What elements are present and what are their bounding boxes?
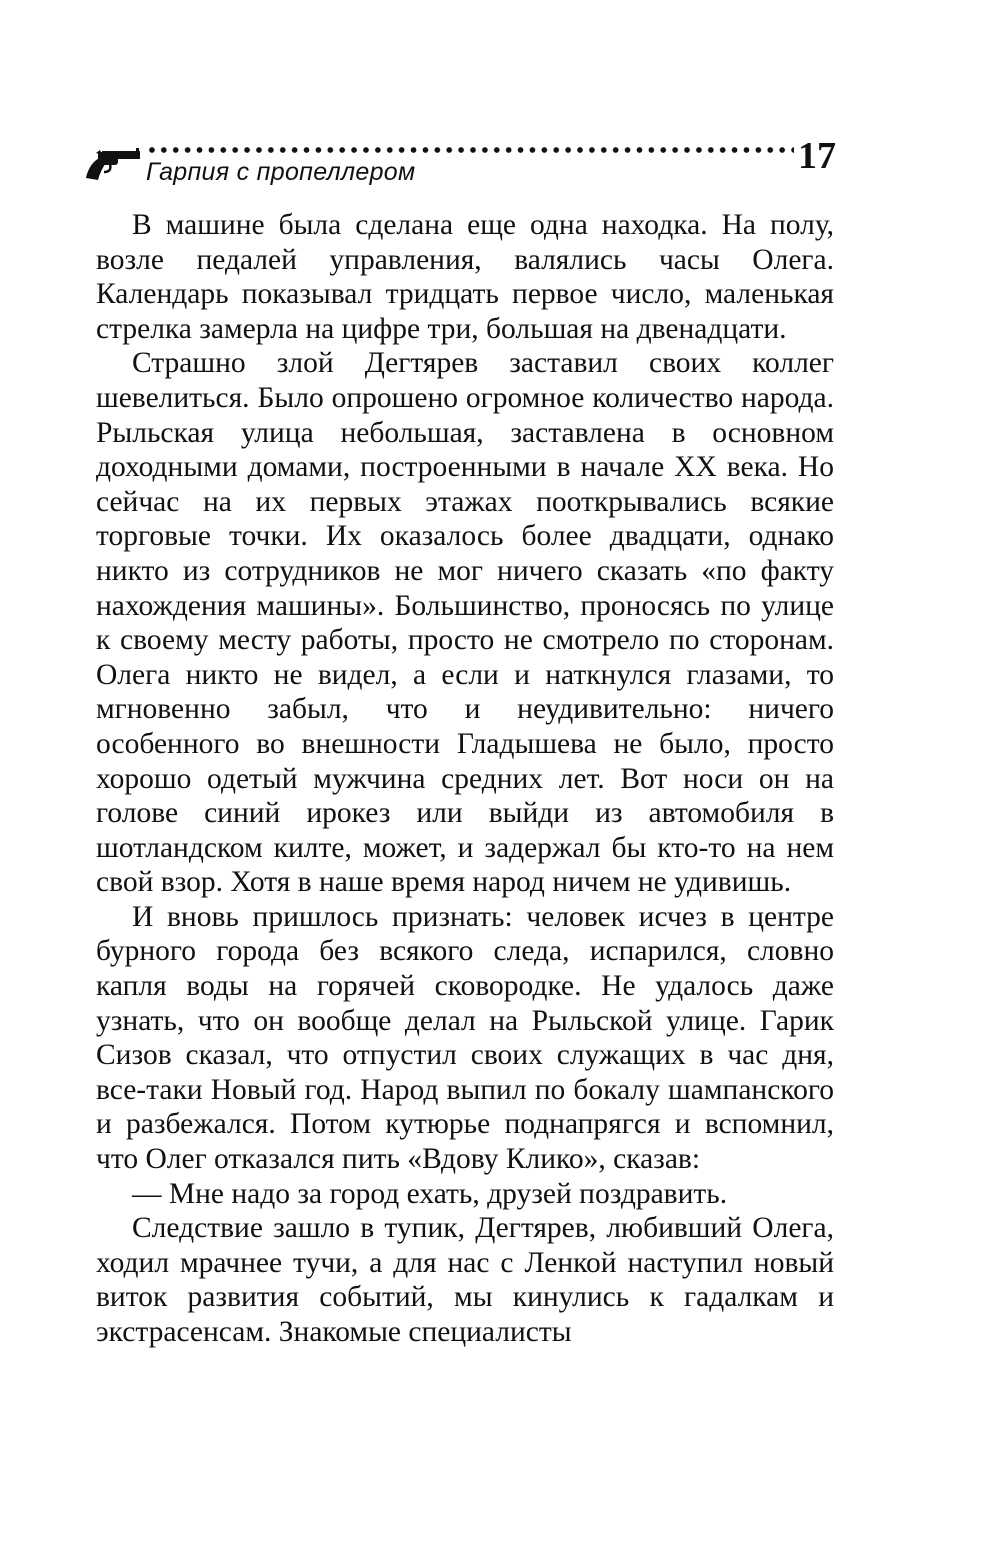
paragraph: Страшно злой Дегтярев заставил своих коллег шевелиться. Было опрошено огромное количество народа. Рыльская улица небольшая, заставлена в основном доходными домами, построенными в начале XX века. Но сейчас на их первых этажах пооткрывались всякие торговые точки. Их оказалось более двадцати, однако никто из сотрудников не мог ничего сказать «по факту нахождения машины». Большинство, проносясь по улице к своему месту работы, просто не смотрело по сторонам. Олега никто не видел, а если и наткнулся глазами, то мгновенно забыл, что и неудивительно: ничего особенного во внешности Гладышева не было, просто хорошо одетый мужчина средних лет. Вот носи он на голове синий ирокез или выйди из автомобиля в шотландском килте, может, и задержал бы кто-то на нем свой взор. Хотя в наше время народ ничем не удивишь. — [96, 347, 834, 899]
paragraph: И вновь пришлось признать: человек исчез в центре бурного города без всякого следа, испарился, словно капля воды на горячей сковородке. Не удалось даже узнать, что он вообще делал на Рыльской улице. Гарик Сизов сказал, что отпустил своих служащих в час дня, все-таки Новый год. Народ выпил по бокалу шампанского и разбежался. Потом кутюрье поднапрягся и вспомнил, что Олег отказался пить «Вдову Клико», сказав: — [96, 900, 834, 1176]
dialogue-line: — Мне надо за город ехать, друзей поздравить. — [132, 1177, 728, 1210]
dotted-rule — [146, 146, 794, 154]
body-text — [96, 208, 834, 1350]
page-number: 17 — [798, 135, 836, 177]
paragraph: Следствие зашло в тупик, Дегтярев, любивший Олега, ходил мрачнее тучи, а для нас с Ленкой наступил новый виток развития событий, мы кинулись к гадалкам и экстрасенсам. Знакомые специалисты — [96, 1212, 834, 1348]
paragraph: В машине была сделана еще одна находка. На полу, возле педалей управления, валялись часы Олега. Календарь показывал тридцать первое число, маленькая стрелка замерла на цифре три, большая на двенадцати. — [96, 209, 834, 345]
running-title: Гарпия с пропеллером — [146, 158, 416, 186]
revolver-icon — [84, 148, 142, 182]
page-header — [84, 135, 844, 200]
